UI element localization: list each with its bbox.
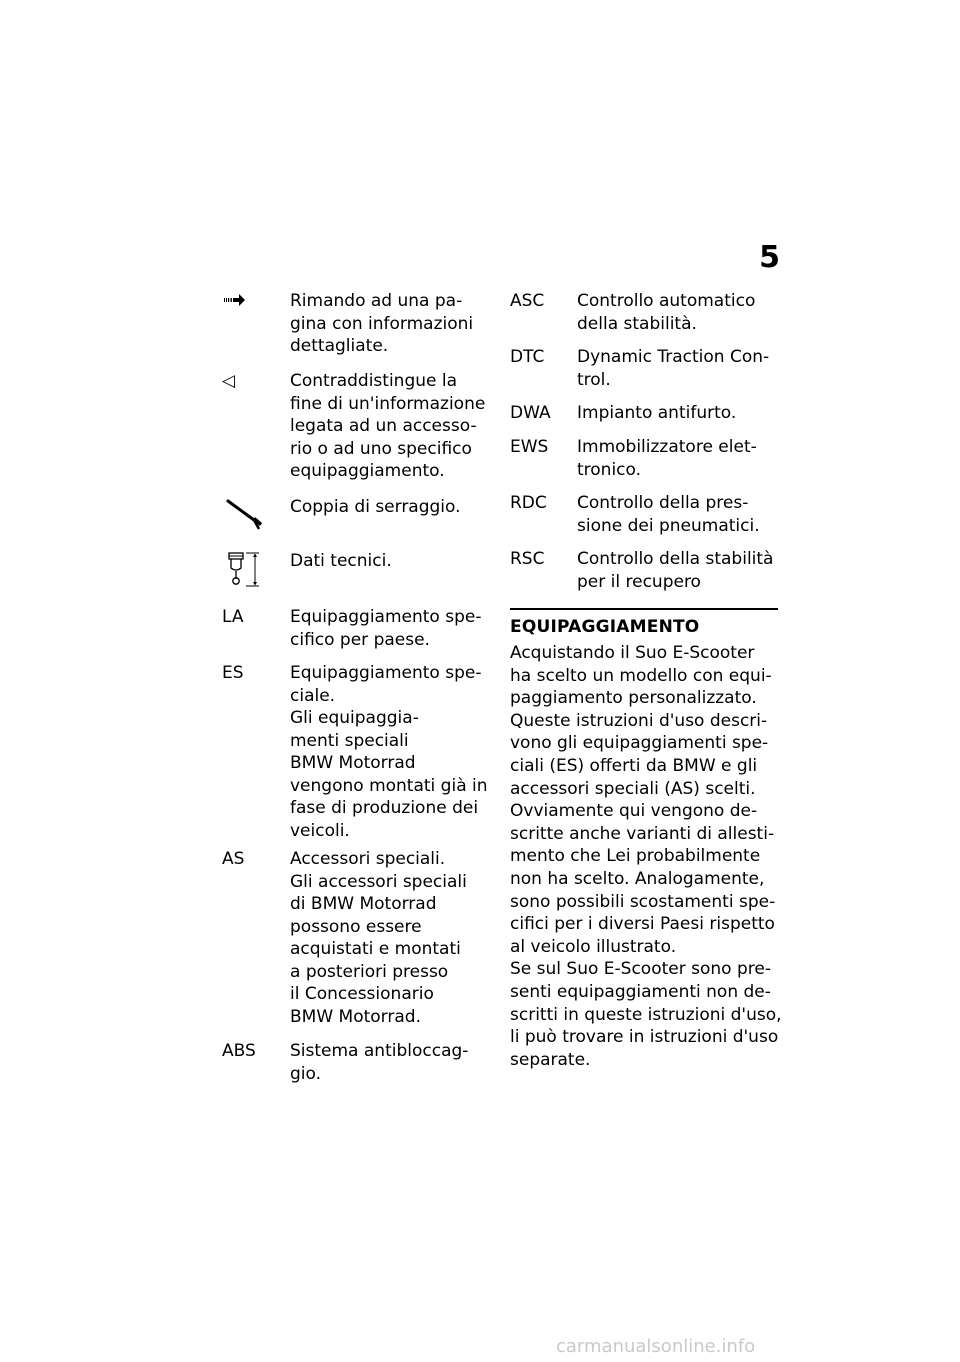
torque-wrench-icon: [226, 498, 266, 536]
es-description: Equipaggiamento spe- ciale. Gli equipaggia- menti speciali BMW Motorrad vengono montati già in fase di produzione dei veicoli.: [290, 663, 488, 841]
watermark: carmanualsonline.info: [556, 1336, 756, 1357]
abbr-es: ES: [222, 663, 244, 683]
abbr-dtc: DTC: [510, 347, 545, 367]
section-body: Acquistando il Suo E-Scooter ha scelto un modello con equi- paggiamento personalizzato. Queste istruzioni d'uso descri- vono gli equipaggiamenti spe- ciali (ES) offerti da BMW e gli accessori speciali (AS) scelti. Ovviamente qui vengono de- scritte anche varianti di allesti- mento che Lei probabilmente non ha scelto. Analogamente, sono possibili scostamenti spe- cifici per i diversi Paesi rispetto al veicolo illustrato. Se sul Suo E-Scooter sono pre- senti equipaggiamenti non de- scritti in queste istruzioni d'uso, li può trovare in istruzioni d'uso separate.: [510, 643, 782, 1070]
page-reference-arrow-icon: [224, 292, 246, 311]
abbr-abs: ABS: [222, 1041, 256, 1061]
abbr-asc: ASC: [510, 291, 545, 311]
abbr-as: AS: [222, 849, 245, 869]
rsc-description: Controllo della stabilità per il recupero: [577, 549, 774, 592]
torque-description: Coppia di serraggio.: [290, 497, 461, 517]
abbr-la: LA: [222, 607, 244, 627]
technical-data-description: Dati tecnici.: [290, 551, 392, 571]
as-description: Accessori speciali. Gli accessori speciali di BMW Motorrad possono essere acquistati e montati a posteriori presso il Concessionario BMW Motorrad.: [290, 849, 467, 1027]
la-description: Equipaggiamento spe- cifico per paese.: [290, 607, 482, 650]
reference-description: Rimando ad una pa- gina con informazioni dettagliate.: [290, 291, 474, 356]
section-title: EQUIPAGGIAMENTO: [510, 617, 700, 637]
end-marker-description: Contraddistingue la fine di un'informazione legata ad un accesso- rio o ad uno specifico equipaggiamento.: [290, 371, 486, 481]
abbr-rdc: RDC: [510, 493, 547, 513]
abbr-rsc: RSC: [510, 549, 545, 569]
dwa-description: Impianto antifurto.: [577, 403, 737, 423]
ews-description: Immobilizzatore elet- tronico.: [577, 437, 757, 480]
abs-description: Sistema antibloccag- gio.: [290, 1041, 469, 1084]
rdc-description: Controllo della pres- sione dei pneumatici.: [577, 493, 760, 536]
abbr-ews: EWS: [510, 437, 549, 457]
dtc-description: Dynamic Traction Con- trol.: [577, 347, 770, 390]
abbr-dwa: DWA: [510, 403, 551, 423]
end-marker-symbol: ◁: [222, 371, 236, 391]
section-divider: [510, 608, 778, 610]
asc-description: Controllo automatico della stabilità.: [577, 291, 756, 334]
page-number: 5: [759, 240, 780, 275]
technical-data-icon: [226, 552, 262, 592]
